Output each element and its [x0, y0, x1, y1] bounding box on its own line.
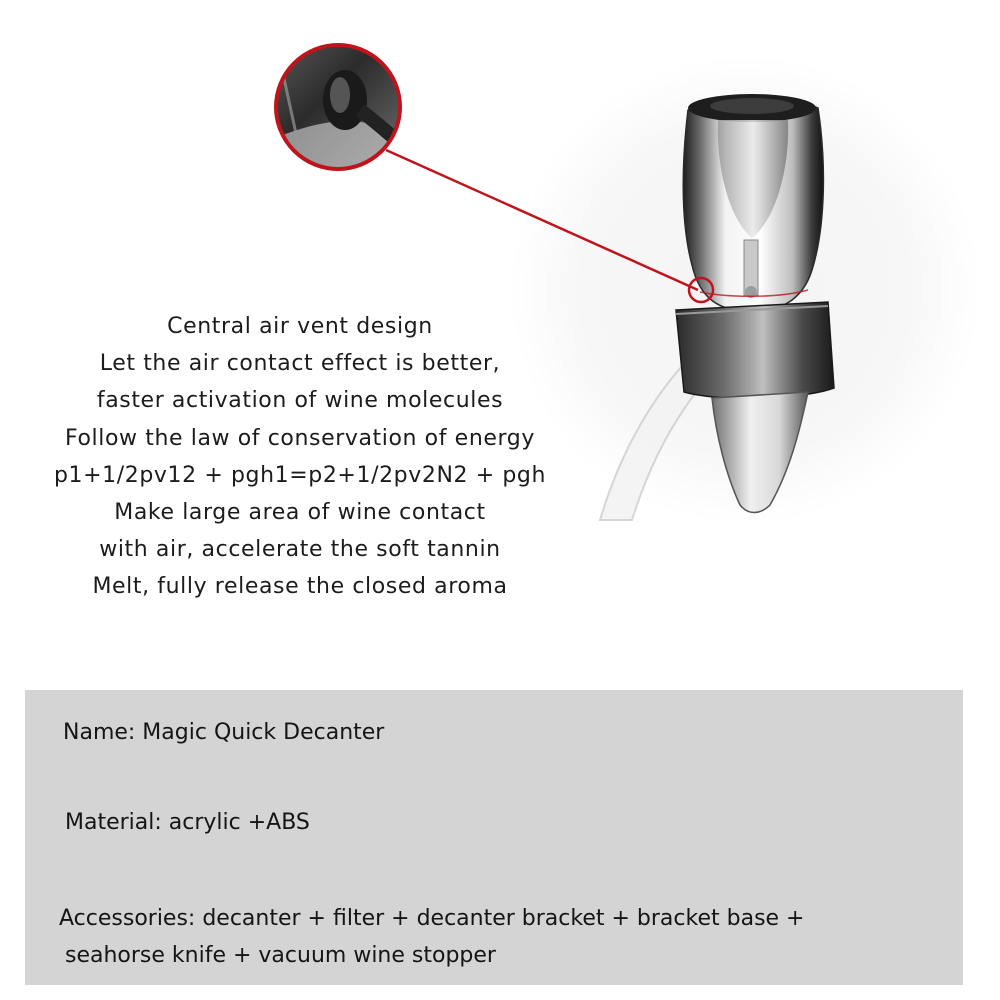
decanter-ring — [676, 302, 834, 398]
spec-name: Name: Magic Quick Decanter — [63, 720, 385, 745]
feature-description — [20, 308, 580, 606]
feature-line: with air, accelerate the soft tannin — [99, 537, 501, 563]
spec-accessories — [59, 900, 805, 974]
feature-line: faster activation of wine molecules — [96, 388, 504, 414]
spec-accessories-line: Accessories: decanter + filter + decanter bracket + bracket base + — [59, 906, 805, 931]
feature-line: Central air vent design — [167, 314, 433, 339]
feature-line: Make large area of wine contact — [114, 500, 486, 526]
feature-line: Let the air contact effect is better, — [99, 351, 501, 377]
spec-panel — [25, 690, 963, 985]
spec-accessories-line: seahorse knife + vacuum wine stopper — [65, 943, 496, 968]
spec-material: Material: acrylic +ABS — [65, 810, 310, 835]
magnified-detail — [270, 40, 410, 180]
feature-line: p1+1/2pv12 + pgh1=p2+1/2pv2N2 + pgh — [53, 462, 547, 488]
feature-line: Melt, fully release the closed aroma — [92, 574, 508, 600]
feature-line: Follow the law of conservation of energy — [65, 425, 535, 451]
